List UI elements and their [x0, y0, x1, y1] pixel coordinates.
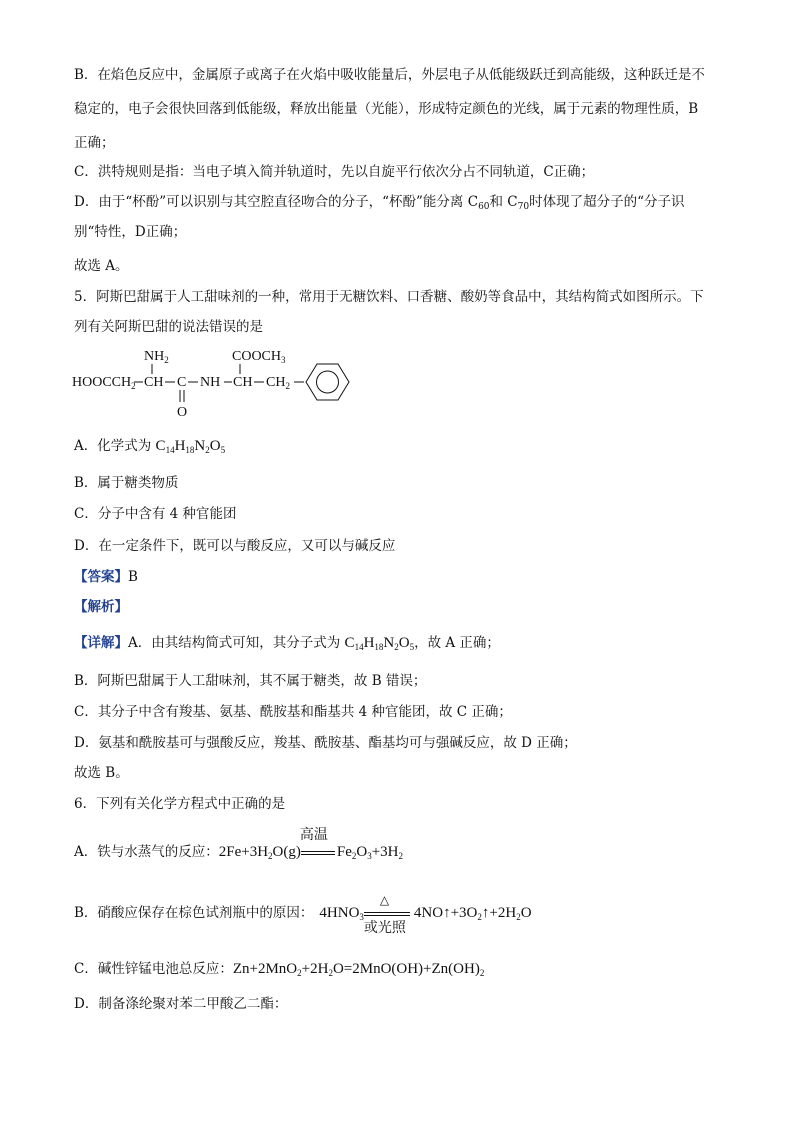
q4-option-b-line2: 稳定的，电子会很快回落到低能级，释放出能量（光能），形成特定颜色的光线，属于元素的物理性质，B: [74, 101, 699, 117]
q4-option-d-line2: 别“特性，D正确；: [74, 224, 187, 240]
reaction-condition-heat-or-light: △ 或光照: [364, 905, 410, 923]
aspartame-structure: [72, 344, 362, 422]
q5-stem-line2: 列有关阿斯巴甜的说法错误的是: [74, 319, 263, 335]
q5-option-c: C．分子中含有 4 种官能团: [74, 506, 237, 522]
q5-stem-line1: 5．阿斯巴甜属于人工甜味剂的一种，常用于无糖饮料、口香糖、酸奶等食品中，其结构简式如图所示。下: [74, 289, 704, 305]
main-chain-nh: NH: [200, 375, 221, 390]
main-chain-ch2: CH: [233, 375, 253, 390]
main-chain-ch1: CH: [144, 375, 164, 390]
q4-option-d-line1: D．由于“杯酚”可以识别与其空腔直径吻合的分子，“杯酚”能分离 $C_{60}$和 $C_{70}$时体现了超分子的“分子识: [74, 194, 685, 212]
q6-stem: 6．下列有关化学方程式中正确的是: [74, 796, 286, 812]
main-chain-left: $HOOCCH_2$: [72, 375, 136, 391]
q5-option-a: A．化学式为 $C_{14}H_{18}N_2O_5$: [74, 438, 226, 455]
q5-detail-d: D．氨基和酰胺基可与强酸反应，羧基、酰胺基、酯基均可与强碱反应，故 D 正确；: [74, 735, 577, 751]
q5-analysis-tag: 【解析】: [74, 599, 128, 615]
q5-detail-a: 【详解】A．由其结构简式可知，其分子式为 $C_{14}H_{18}N_2O_5$，故 A 正确；: [74, 635, 500, 652]
q4-option-c: C．洪特规则是指：当电子填入简并轨道时，先以自旋平行依次分占不同轨道，C正确；: [74, 164, 595, 180]
benzene-ring: [306, 364, 349, 400]
q5-answer: 【答案】B: [74, 569, 138, 585]
cooch3-group: $COOCH_3$: [232, 349, 286, 365]
q5-option-b: B．属于糖类物质: [74, 475, 179, 491]
q4-option-b-line1: B．在焰色反应中，金属原子或离子在火焰中吸收能量后，外层电子从低能级跃迁到高能级，这种跃迁是不: [74, 67, 705, 83]
q6-option-c: C．碱性锌锰电池总反应：$Zn+2MnO_2+2H_2O=2MnO(OH)+Zn(OH)_2$: [74, 961, 485, 978]
carbonyl-oxygen: O: [177, 405, 188, 420]
q5-detail-c: C．其分子中含有羧基、氨基、酰胺基和酯基共 4 种官能团，故 C 正确；: [74, 704, 512, 720]
q4-conclusion: 故选 A。: [74, 258, 129, 274]
reaction-condition-high-temp: 高温: [301, 844, 333, 862]
q6-option-a: A．铁与水蒸气的反应：$2Fe+3H_2O(g)$ 高温 $Fe_2O_3+3H_2$: [74, 826, 404, 861]
main-chain-ch2-group: $CH_2$: [266, 375, 290, 391]
q6-option-b: B．硝酸应保存在棕色试剂瓶中的原因： $4HNO_3$ △ 或光照 $4NO↑+3O_2↑+2H_2O$: [74, 892, 532, 936]
q5-option-d: D．在一定条件下，既可以与酸反应，又可以与碱反应: [74, 538, 396, 554]
main-chain-c: C: [177, 375, 187, 390]
answer-tag: 【答案】: [74, 569, 128, 585]
nh2-group: $NH_2$: [144, 349, 169, 365]
q5-conclusion: 故选 B。: [74, 765, 129, 781]
q4-option-b-line3: 正确；: [74, 135, 115, 151]
q6-option-d: D．制备涤纶聚对苯二甲酸乙二酯：: [74, 996, 288, 1012]
q5-detail-b: B．阿斯巴甜属于人工甜味剂，其不属于糖类，故 B 错误；: [74, 673, 427, 689]
